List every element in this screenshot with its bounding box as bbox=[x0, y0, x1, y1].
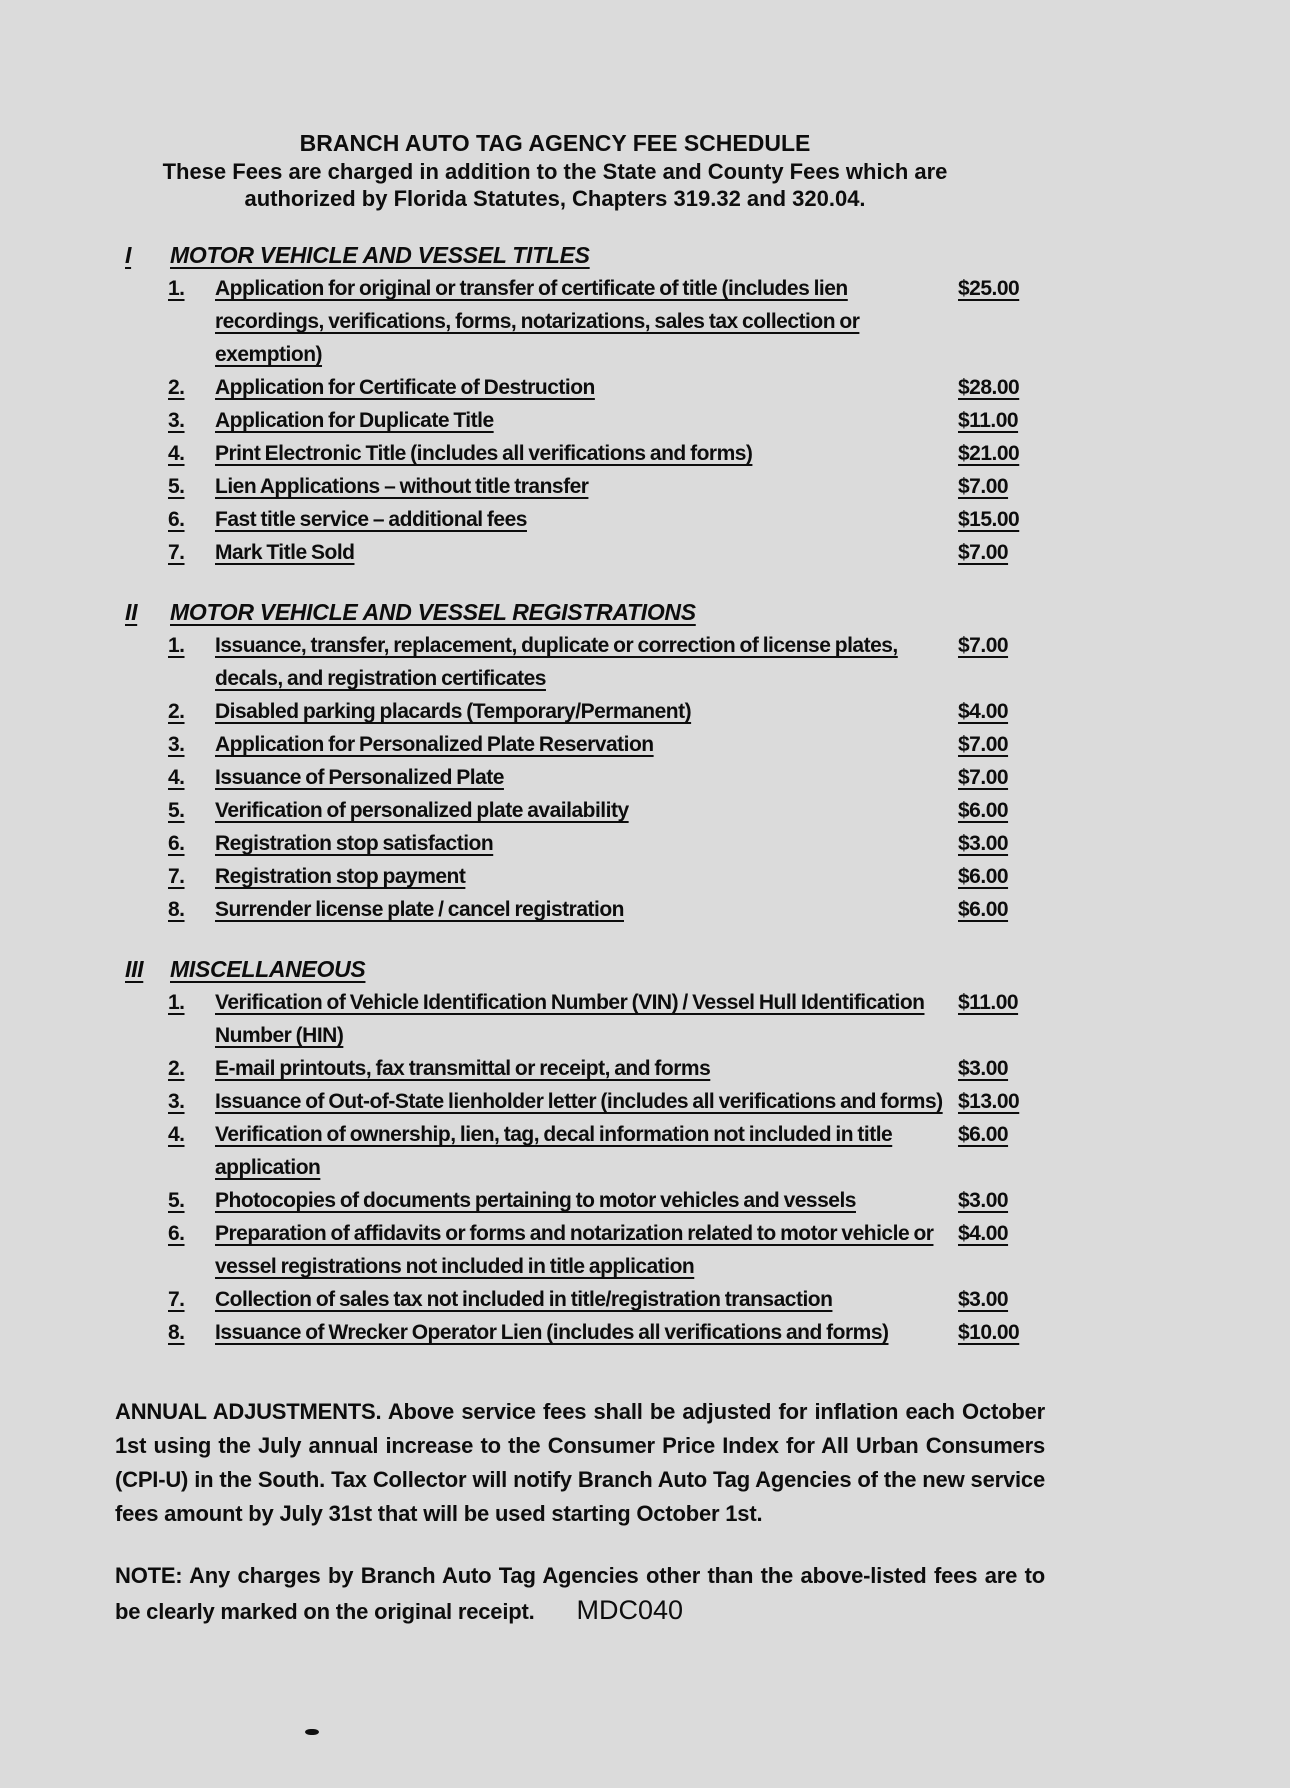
section-heading bbox=[125, 239, 1290, 272]
item-description: Application for original or transfer of certificate of title (includes lien recordings, verifications, forms, notarizations, sales tax collection or exemption) bbox=[215, 277, 860, 366]
item-description: Surrender license plate / cancel registration bbox=[215, 898, 624, 921]
item-number: 3. bbox=[168, 1090, 185, 1113]
item-number: 2. bbox=[168, 700, 185, 723]
note-paragraph-container bbox=[115, 1559, 1045, 1629]
item-description: Fast title service – additional fees bbox=[215, 508, 527, 531]
item-description: Collection of sales tax not included in title/registration transaction bbox=[215, 1288, 833, 1311]
item-description: Verification of Vehicle Identification Number (VIN) / Vessel Hull Identification Number (HIN) bbox=[215, 991, 925, 1047]
item-number: 1. bbox=[168, 277, 185, 300]
document-footer bbox=[115, 1395, 1045, 1629]
section-heading-label: MISCELLANEOUS bbox=[170, 956, 366, 982]
item-description: Issuance of Personalized Plate bbox=[215, 766, 504, 789]
fee-item-row bbox=[168, 1184, 1290, 1217]
fee-item-row bbox=[168, 1052, 1290, 1085]
item-fee: $6.00 bbox=[958, 865, 1009, 888]
item-fee: $15.00 bbox=[958, 508, 1020, 531]
item-number: 4. bbox=[168, 1123, 185, 1146]
fee-item-row bbox=[168, 986, 1290, 1052]
item-number: 1. bbox=[168, 991, 185, 1014]
item-description: Verification of ownership, lien, tag, decal information not included in title application bbox=[215, 1123, 893, 1179]
item-fee: $7.00 bbox=[958, 733, 1009, 756]
fee-item-row bbox=[168, 1118, 1290, 1184]
item-description: Registration stop satisfaction bbox=[215, 832, 494, 855]
fee-item-row bbox=[168, 827, 1290, 860]
item-description: Issuance of Wrecker Operator Lien (includes all verifications and forms) bbox=[215, 1321, 889, 1344]
fee-item-row bbox=[168, 536, 1290, 569]
fee-item-row bbox=[168, 404, 1290, 437]
fee-item-row bbox=[168, 629, 1290, 695]
item-number: 6. bbox=[168, 832, 185, 855]
item-fee: $28.00 bbox=[958, 376, 1020, 399]
fee-item-row bbox=[168, 893, 1290, 926]
item-fee: $11.00 bbox=[958, 409, 1019, 432]
item-description: Preparation of affidavits or forms and notarization related to motor vehicle or vessel registrations not included in title application bbox=[215, 1222, 934, 1278]
item-description: Issuance of Out-of-State lienholder letter (includes all verifications and forms) bbox=[215, 1090, 943, 1113]
item-number: 7. bbox=[168, 1288, 185, 1311]
form-code: MDC040 bbox=[576, 1595, 684, 1625]
item-number: 6. bbox=[168, 508, 185, 531]
section-titles bbox=[125, 239, 1290, 569]
item-description: Disabled parking placards (Temporary/Permanent) bbox=[215, 700, 692, 723]
item-description: E-mail printouts, fax transmittal or receipt, and forms bbox=[215, 1057, 711, 1080]
item-number: 3. bbox=[168, 733, 185, 756]
fee-item-row bbox=[168, 503, 1290, 536]
note-paragraph: NOTE: Any charges by Branch Auto Tag Agencies other than the above-listed fees are to be clearly marked on the original receipt. bbox=[115, 1563, 1045, 1624]
item-fee: $7.00 bbox=[958, 766, 1009, 789]
fee-item-row bbox=[168, 695, 1290, 728]
item-fee: $7.00 bbox=[958, 541, 1009, 564]
section-registrations bbox=[125, 596, 1290, 926]
item-fee: $4.00 bbox=[958, 700, 1009, 723]
fee-item-row bbox=[168, 1316, 1290, 1349]
fee-item-row bbox=[168, 860, 1290, 893]
item-number: 7. bbox=[168, 865, 185, 888]
section-numeral: III bbox=[125, 956, 144, 982]
item-number: 5. bbox=[168, 1189, 185, 1212]
section-heading-label: MOTOR VEHICLE AND VESSEL REGISTRATIONS bbox=[170, 599, 696, 625]
item-fee: $7.00 bbox=[958, 634, 1009, 657]
item-number: 1. bbox=[168, 634, 185, 657]
item-description: Application for Duplicate Title bbox=[215, 409, 494, 432]
item-number: 4. bbox=[168, 766, 185, 789]
fee-item-row bbox=[168, 794, 1290, 827]
fee-schedule bbox=[125, 239, 1290, 1349]
item-number: 7. bbox=[168, 541, 185, 564]
fee-item-row bbox=[168, 1217, 1290, 1283]
item-description: Print Electronic Title (includes all verifications and forms) bbox=[215, 442, 753, 465]
item-description: Application for Certificate of Destruction bbox=[215, 376, 595, 399]
document-header bbox=[155, 0, 955, 212]
section-heading bbox=[125, 953, 1290, 986]
item-fee: $7.00 bbox=[958, 475, 1009, 498]
fee-item-row bbox=[168, 728, 1290, 761]
item-fee: $11.00 bbox=[958, 991, 1019, 1014]
item-fee: $13.00 bbox=[958, 1090, 1020, 1113]
item-number: 3. bbox=[168, 409, 185, 432]
item-description: Mark Title Sold bbox=[215, 541, 355, 564]
item-fee: $3.00 bbox=[958, 1189, 1009, 1212]
section-heading bbox=[125, 596, 1290, 629]
scan-artifact-dot bbox=[305, 1729, 319, 1735]
item-fee: $3.00 bbox=[958, 1288, 1009, 1311]
section-numeral: I bbox=[125, 242, 132, 268]
item-fee: $10.00 bbox=[958, 1321, 1020, 1344]
item-number: 2. bbox=[168, 1057, 185, 1080]
item-fee: $6.00 bbox=[958, 1123, 1009, 1146]
item-fee: $4.00 bbox=[958, 1222, 1009, 1245]
item-number: 8. bbox=[168, 898, 185, 921]
document-title: BRANCH AUTO TAG AGENCY FEE SCHEDULE bbox=[299, 130, 811, 156]
item-description: Issuance, transfer, replacement, duplicate or correction of license plates, decals, and registration certificates bbox=[215, 634, 898, 690]
item-number: 8. bbox=[168, 1321, 185, 1344]
fee-item-row bbox=[168, 371, 1290, 404]
item-number: 5. bbox=[168, 799, 185, 822]
section-miscellaneous bbox=[125, 953, 1290, 1349]
section-numeral: II bbox=[125, 599, 138, 625]
item-fee: $6.00 bbox=[958, 799, 1009, 822]
item-number: 2. bbox=[168, 376, 185, 399]
item-description: Lien Applications – without title transfer bbox=[215, 475, 589, 498]
section-heading-label: MOTOR VEHICLE AND VESSEL TITLES bbox=[170, 242, 590, 268]
item-description: Application for Personalized Plate Reservation bbox=[215, 733, 654, 756]
item-description: Registration stop payment bbox=[215, 865, 466, 888]
item-number: 5. bbox=[168, 475, 185, 498]
fee-item-row bbox=[168, 470, 1290, 503]
item-fee: $3.00 bbox=[958, 832, 1009, 855]
item-fee: $21.00 bbox=[958, 442, 1020, 465]
fee-item-row bbox=[168, 1085, 1290, 1118]
fee-item-row bbox=[168, 1283, 1290, 1316]
item-fee: $25.00 bbox=[958, 277, 1020, 300]
item-number: 6. bbox=[168, 1222, 185, 1245]
item-number: 4. bbox=[168, 442, 185, 465]
fee-item-row bbox=[168, 272, 1290, 371]
fee-item-row bbox=[168, 437, 1290, 470]
item-description: Photocopies of documents pertaining to motor vehicles and vessels bbox=[215, 1189, 856, 1212]
item-description: Verification of personalized plate availability bbox=[215, 799, 629, 822]
fee-item-row bbox=[168, 761, 1290, 794]
document-subtitle: These Fees are charged in addition to the State and County Fees which are authorized by Florida Statutes, Chapters 319.32 and 320.04. bbox=[162, 159, 948, 211]
annual-adjustments-paragraph: ANNUAL ADJUSTMENTS. Above service fees shall be adjusted for inflation each October 1st using the July annual increase to the Consumer Price Index for All Urban Consumers (CPI-U) in the South. Tax Collector will notify Branch Auto Tag Agencies of the new service fees amount by July 31st that will be used starting October 1st. bbox=[115, 1399, 1045, 1526]
item-fee: $3.00 bbox=[958, 1057, 1009, 1080]
item-fee: $6.00 bbox=[958, 898, 1009, 921]
